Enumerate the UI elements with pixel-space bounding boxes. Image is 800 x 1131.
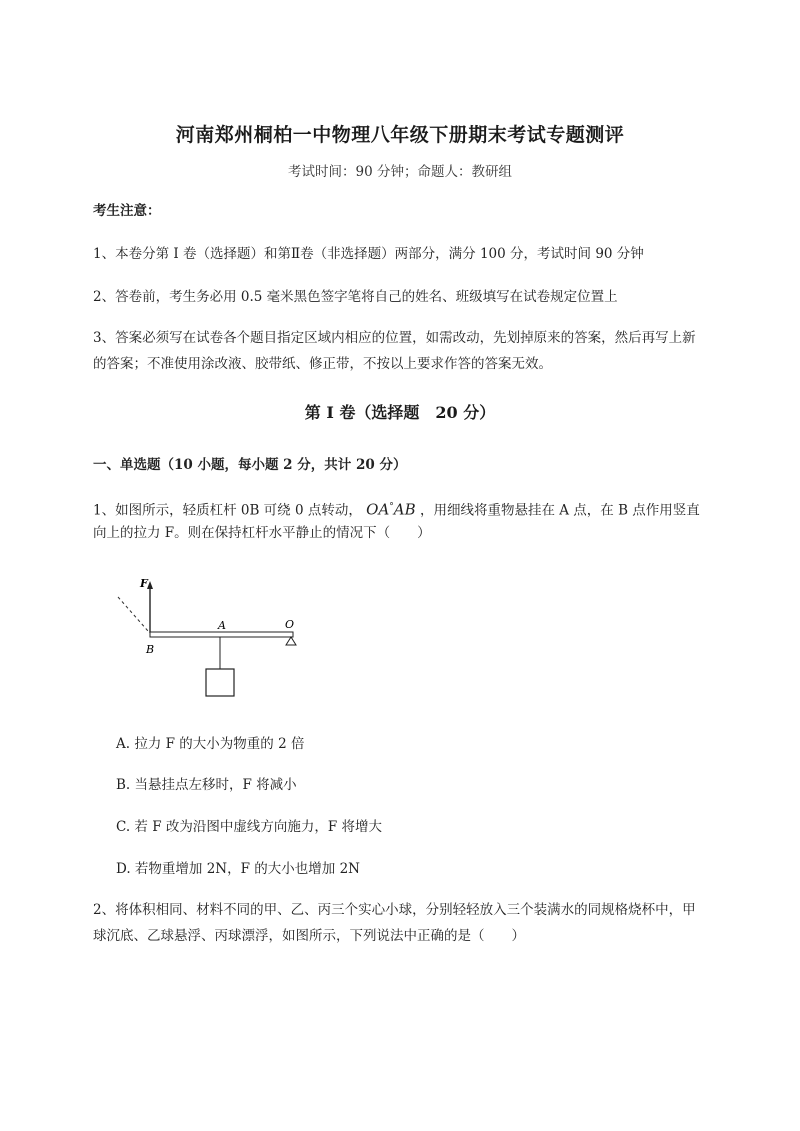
option-c[interactable]: C. 若 F 改为沿图中虚线方向施力，F 将增大 bbox=[116, 819, 383, 835]
note-item-2: 2、答卷前，考生务必用 0.5 毫米黑色签字笔将自己的姓名、班级填写在试卷规定位置上 bbox=[93, 289, 618, 305]
label-b: B bbox=[146, 643, 155, 656]
option-b[interactable]: B. 当悬挂点左移时，F 将减小 bbox=[116, 777, 297, 793]
lever-figure bbox=[110, 575, 310, 700]
dashed-force-line bbox=[118, 597, 148, 631]
option-a[interactable]: A. 拉力 F 的大小为物重的 2 倍 bbox=[116, 736, 305, 752]
weight-block bbox=[206, 669, 234, 696]
pivot-icon bbox=[286, 637, 296, 645]
label-o: O bbox=[285, 618, 295, 631]
math-symbol: ° bbox=[389, 502, 394, 512]
label-f: F bbox=[140, 577, 148, 590]
math-ab: AB bbox=[393, 500, 416, 519]
question-1-text-a: 1、如图所示，轻质杠杆 0B 可绕 0 点转动， bbox=[93, 502, 362, 519]
note-item-3-cont: 的答案；不准使用涂改液、胶带纸、修正带，不按以上要求作答的答案无效。 bbox=[93, 356, 552, 372]
question-1-line-2: 向上的拉力 F。则在保持杠杆水平静止的情况下（ ） bbox=[93, 525, 431, 541]
page-title: 河南郑州桐柏一中物理八年级下册期末考试专题测评 bbox=[175, 124, 625, 146]
section-title: 第 I 卷（选择题 20 分） bbox=[304, 403, 496, 422]
question-2-line-1: 2、将体积相同、材料不同的甲、乙、丙三个实心小球，分别轻轻放入三个装满水的同规格烧杯中，甲 bbox=[93, 902, 696, 918]
note-item-1: 1、本卷分第 I 卷（选择题）和第Ⅱ卷（非选择题）两部分，满分 100 分，考试时间 90 分钟 bbox=[93, 246, 644, 262]
arrow-head-icon bbox=[147, 581, 153, 589]
label-a: A bbox=[218, 619, 226, 632]
exam-info: 考试时间：90 分钟；命题人：教研组 bbox=[288, 164, 512, 180]
math-oa: OA bbox=[366, 500, 390, 519]
question-1-text-b: ，用细线将重物悬挂在 A 点，在 B 点作用竖直 bbox=[419, 502, 700, 519]
option-d[interactable]: D. 若物重增加 2N，F 的大小也增加 2N bbox=[116, 861, 360, 877]
question-2-line-2: 球沉底、乙球悬浮、丙球漂浮，如图所示，下列说法中正确的是（ ） bbox=[93, 928, 525, 944]
part-heading: 一、单选题（10 小题，每小题 2 分，共计 20 分） bbox=[93, 457, 407, 473]
note-item-3: 3、答案必须写在试卷各个题目指定区域内相应的位置，如需改动，先划掉原来的答案，然后再写上新 bbox=[93, 330, 696, 346]
notes-heading: 考生注意： bbox=[93, 203, 161, 219]
lever-bar bbox=[150, 632, 293, 637]
